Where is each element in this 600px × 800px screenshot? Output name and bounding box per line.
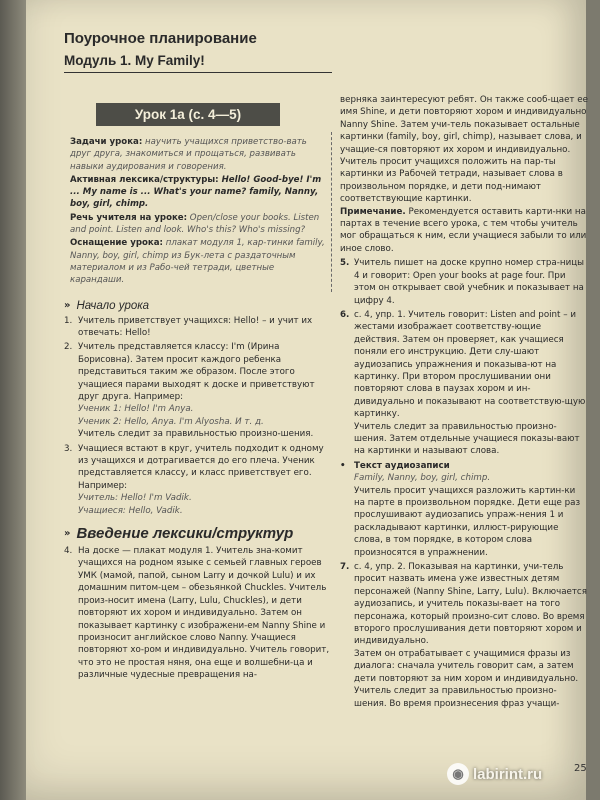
audio-words: Family, Nanny, boy, girl, chimp. xyxy=(354,473,491,484)
list-item: 7. с. 4, упр. 2. Показывая на картинки, учи-тель просит назвать имена уже известных детям персонажей (Nanny Shine, Larry, Lulu). Включается аудиозапись, и учитель показы-вает на того персонажа, который произно-сит слово. Во время второго прослушивания дети повторяют хором и индивидуально. Затем он отрабатывает с учащимися фразы из диалога: сначала учитель говорит сам, а затем дети повторяют за ним хором и индивидуально. Учитель следит за правильностью произно-шения. Во время произнесения фраз учащи- xyxy=(340,562,587,709)
list-item: 5. Учитель пишет на доске крупно номер стра-ницы 4 и говорит: Open your books at page four. При этом он открывает свой учебник и показывает на цифру 4. xyxy=(340,258,584,306)
right-column xyxy=(340,94,588,710)
list-item: 1. Учитель приветствует учащихся: Hello! – и учит их отвечать: Hello! xyxy=(64,315,313,338)
audio-section: • Текст аудиозаписи Family, Nanny, boy, girl, chimp. Учитель просит учащихся разложить картин-ки на парте в произвольном порядке. Дети еще раз прослушивают аудиозапись упраж-нения 1 и раскладывают картинки, иллюст-рирующие слова, в том порядке, в котором слова произносятся в упражнении. xyxy=(340,460,588,559)
note: Примечание. Рекомендуется оставить карти-нки на партах в течение всего урока, с тем чтобы учитель мог обращаться к ним, если учащиеся забыли то или иное слово. xyxy=(340,206,587,254)
page-number: 25 xyxy=(574,763,587,774)
left-column xyxy=(64,30,332,684)
lesson-title: Урок 1a (с. 4—5) xyxy=(96,103,280,126)
list-item: 2. Учитель представляется классу: I'm (Ирина Борисовна). Затем просит каждого ребенка представиться таким же образом. После этого учащиеся парами выходят к доске и приветствуют друг друга. Например: Ученик 1: Hello! I'm Anya. Ученик 2: Hello, Anya. I'm Alyosha. И т. д. Учитель следит за правильностью произно-шения. xyxy=(64,342,315,440)
continued-text: верняка заинтересуют ребят. Он также сооб-щает ее имя Shine, и дети повторяют хором и индивидуально Nanny Shine. Затем учи-тель показывает остальные картинки (family, boy, girl, chimp), называет слова, и учащие-ся повторяют их хором и индивидуально. Учитель просит учащихся положить на пар-ты картинки из Рабочей тетради, называет слова в произвольном порядке, и дети под-нимают соответствующие картинки. xyxy=(340,95,588,205)
double-arrow-icon: » xyxy=(64,528,71,540)
double-arrow-icon: » xyxy=(64,300,71,312)
page-header-title: Поурочное планирование xyxy=(64,30,257,47)
module-title: Модуль 1. My Family! xyxy=(64,53,332,73)
goal-tasks: Задачи урока: научить учащихся приветство-вать друг друга, знакомиться и прощаться, развивать навыки аудирования и говорения. xyxy=(70,137,307,172)
watermark: ◉ labirint.ru xyxy=(447,761,573,787)
list-item: 6. с. 4, упр. 1. Учитель говорит: Listen and point – и жестами изображает соответству-ющие действия. Затем он проверяет, как учащиеся поняли его инструкцию. Дети слу-шают аудиозапись упражнения и показыва-ют на картинку. При втором прослушивании они повторяют слова в паузах хором и ин-дивидуально и показывают на соответствую-щую картинку. Учитель следит за правильностью произно-шения. Затем отдельные учащиеся показы-вают на картинки и называют слова. xyxy=(340,309,586,457)
section-intro: » Введение лексики/структур xyxy=(64,525,294,543)
goal-equipment: Оснащение урока: плакат модуля 1, кар-тинки family, Nanny, boy, girl, chimp из Бук-лета с раздаточным материалом и из Рабо-чей тетради, цветные карандаши. xyxy=(70,238,325,286)
goal-vocabulary: Активная лексика/структуры: Hello! Good-bye! I'm ... My name is ... What's your name? family, Nanny, boy, girl, chimp. xyxy=(70,174,322,210)
section-start: » Начало урока xyxy=(64,299,150,312)
audio-title: Текст аудиозаписи xyxy=(354,460,450,471)
book-spine xyxy=(0,0,26,800)
list-item: 3. Учащиеся встают в круг, учитель подходит к одному из учащихся и дотрагивается до его плеча. Ученик представляется классу, и класс приветствует его. Например: Учитель: Hello! I'm Vadik. Учащиеся: Hello, Vadik. xyxy=(64,443,324,516)
book-page xyxy=(26,0,586,800)
lesson-goals-box xyxy=(70,132,332,292)
goal-teacher-speech: Речь учителя на уроке: Open/close your books. Listen and point. Listen and look. Who's this? Who's missing? xyxy=(70,212,320,236)
labirint-logo-icon: ◉ xyxy=(447,763,469,785)
list-item: 4. На доске — плакат модуля 1. Учитель зна-комит учащихся на родном языке с семьей главных героев УМК (мамой, папой, сыном Larry и дочкой Lulu) и их домашним питом-цем – обезьянкой Chuckles. Учитель произ-носит имена (Larry, Lulu, Chuckles), и дети повторяют их хором и индивидуально. Затем он показывает картинку с изображени-ем Nanny Shine и произносит английское слово Nanny. Учащиеся повторяют хо-ром и индивидуально. Учитель говорит, что это не простая няня, она еще и волшебни-ца и различные чудесные превращения на- xyxy=(64,546,330,681)
